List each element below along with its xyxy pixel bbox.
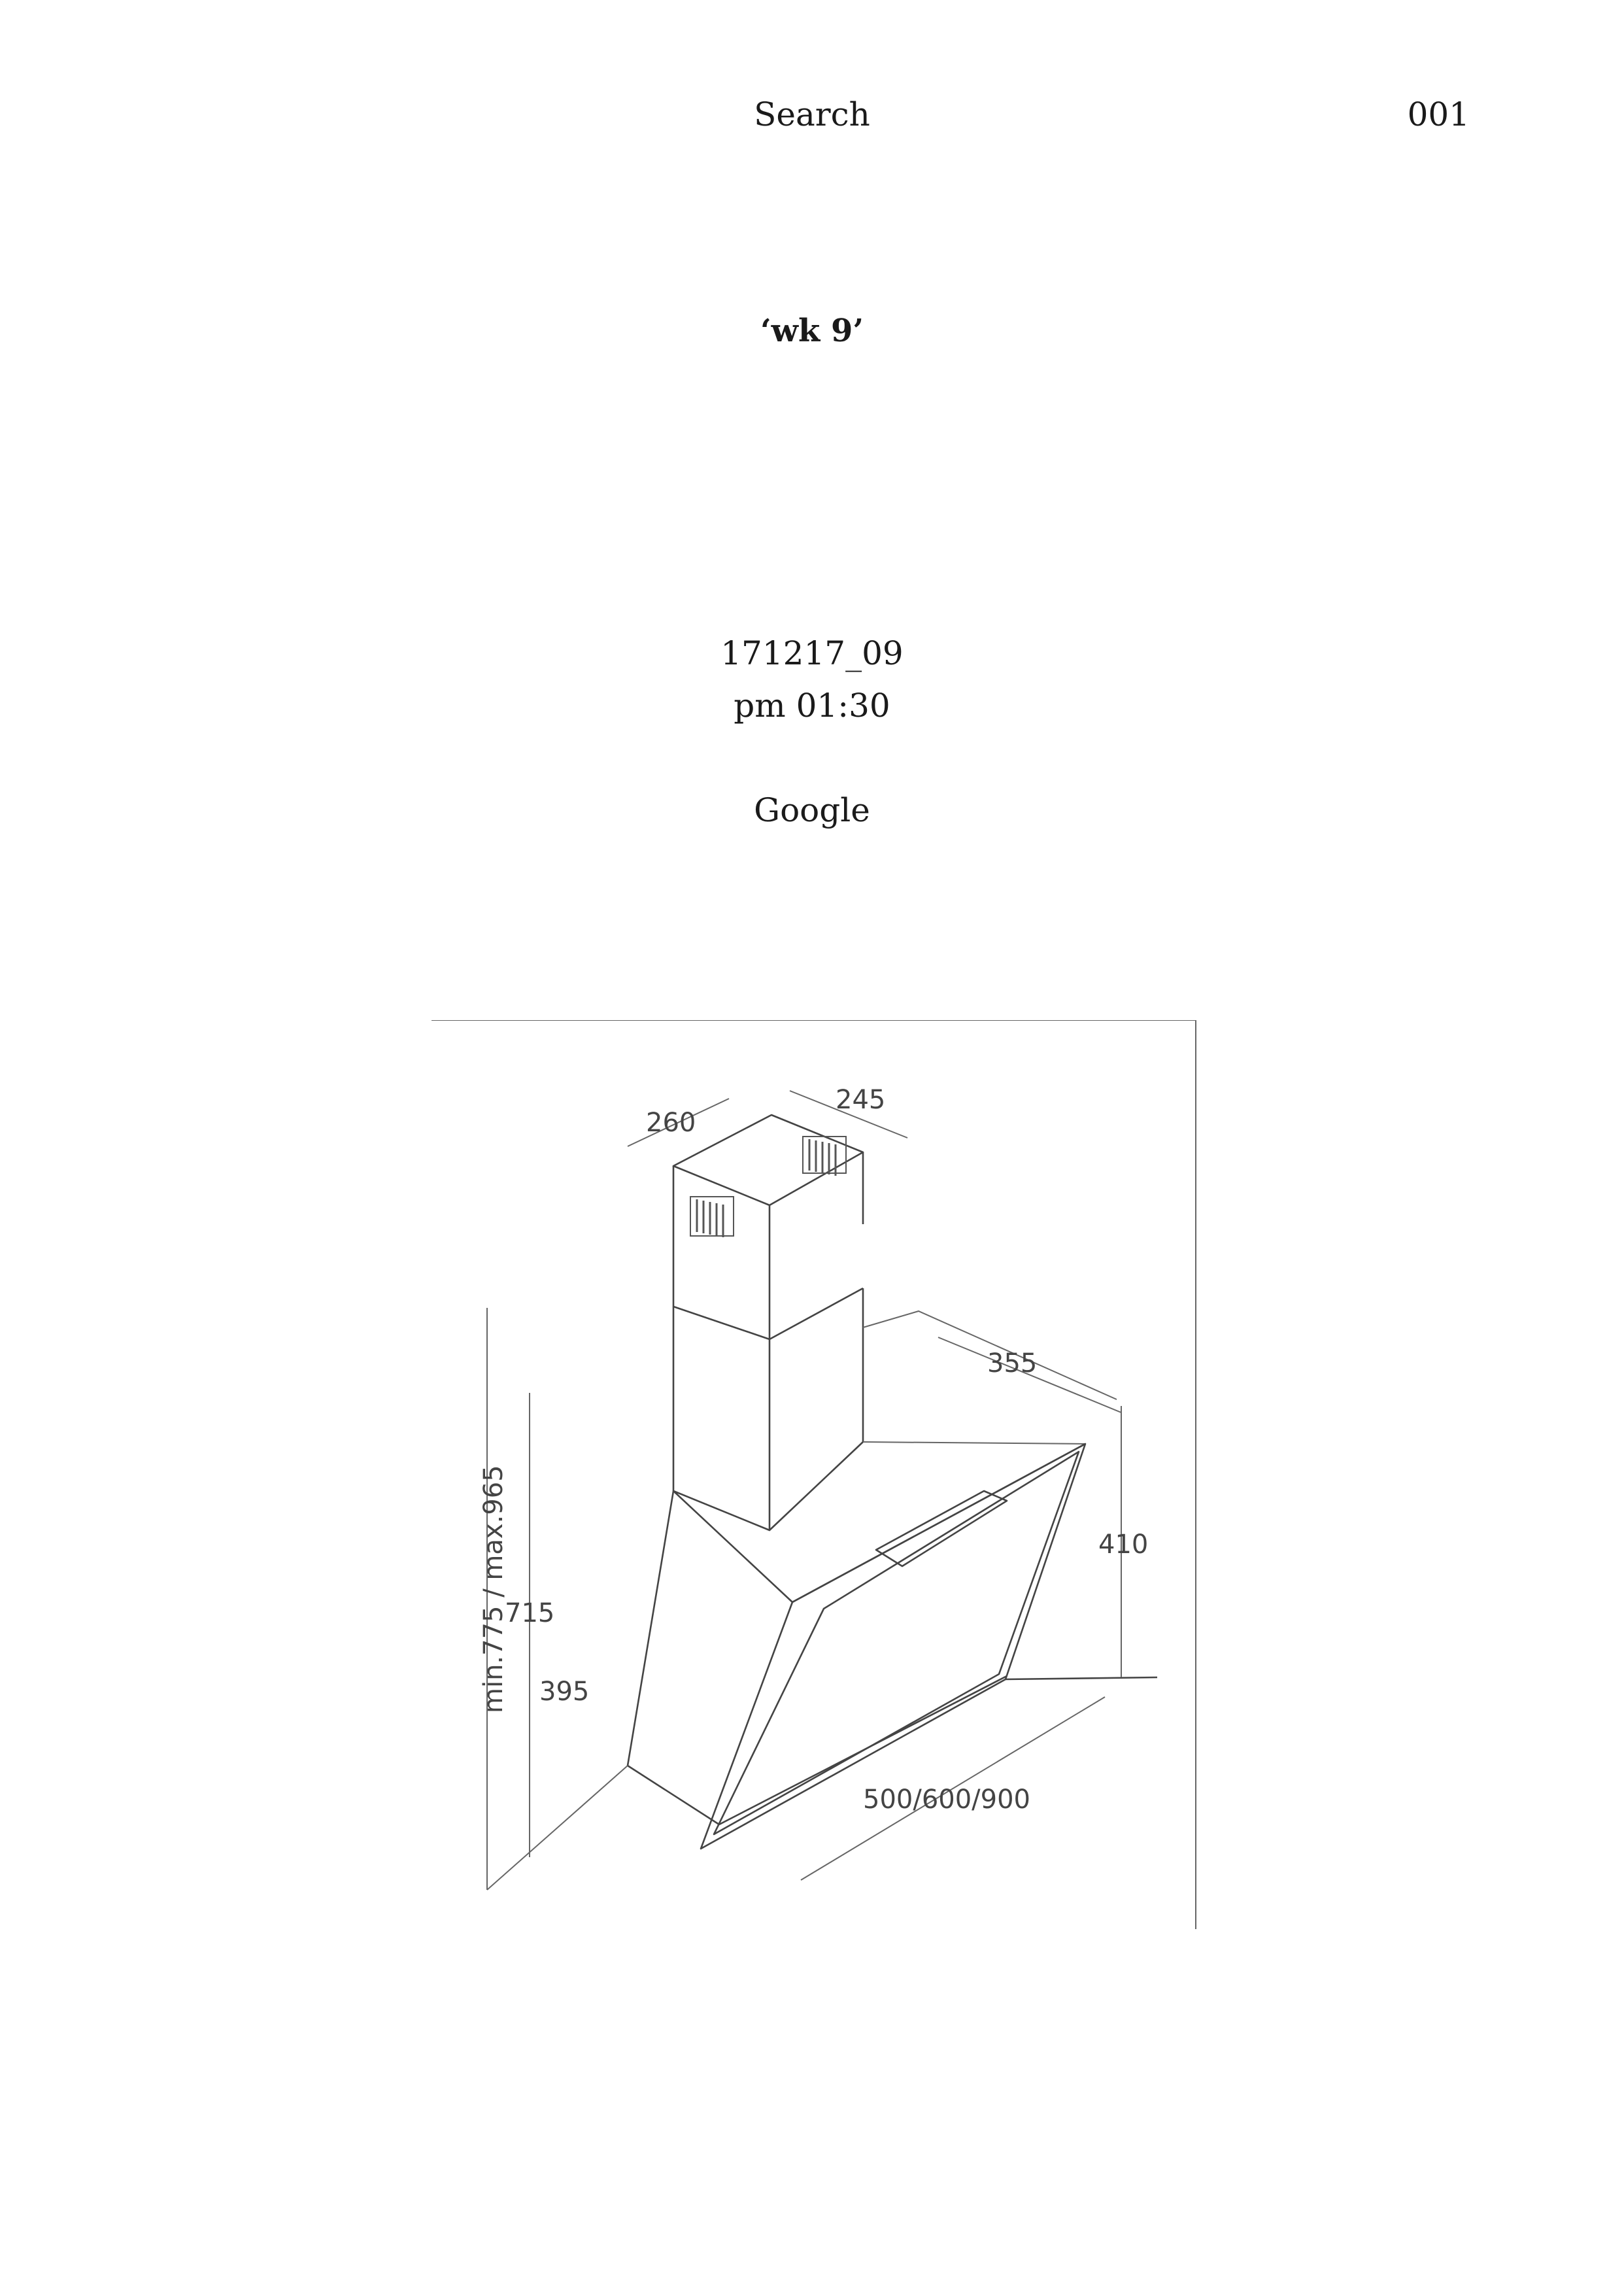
- dim-base-line: [487, 1766, 628, 1890]
- wall-mid-line: [863, 1442, 1085, 1444]
- dim-395-label: 395: [539, 1677, 590, 1707]
- dim-width-label: 500/600/900: [863, 1785, 1030, 1815]
- dim-355-label: 355: [987, 1348, 1038, 1378]
- subtitle: ‘wk 9’: [760, 313, 864, 349]
- date-stamp: 171217_09: [720, 634, 904, 672]
- source-label: Google: [754, 791, 870, 829]
- hood-top-face: [673, 1444, 1085, 1602]
- header-title: Search: [754, 95, 870, 133]
- time-stamp: pm 01:30: [734, 687, 890, 725]
- dim-410-label: 410: [1098, 1530, 1149, 1560]
- dim-total-height-label: min.775 / max.965: [479, 1465, 509, 1713]
- dim-715-label: 715: [505, 1598, 555, 1628]
- hood-left-face: [628, 1491, 719, 1824]
- dim-245-label: 245: [836, 1085, 886, 1115]
- dim-260-label: 260: [646, 1108, 696, 1138]
- range-hood-drawing: [431, 1020, 1196, 1929]
- page-number: 001: [1407, 95, 1470, 133]
- glass-inner: [714, 1452, 1079, 1834]
- chimney-joint: [673, 1288, 863, 1339]
- control-panel: [876, 1491, 1007, 1566]
- range-hood-diagram: [431, 1020, 1196, 1929]
- hood-bottom-right: [1006, 1677, 1157, 1679]
- vent-left-icon: [690, 1197, 734, 1237]
